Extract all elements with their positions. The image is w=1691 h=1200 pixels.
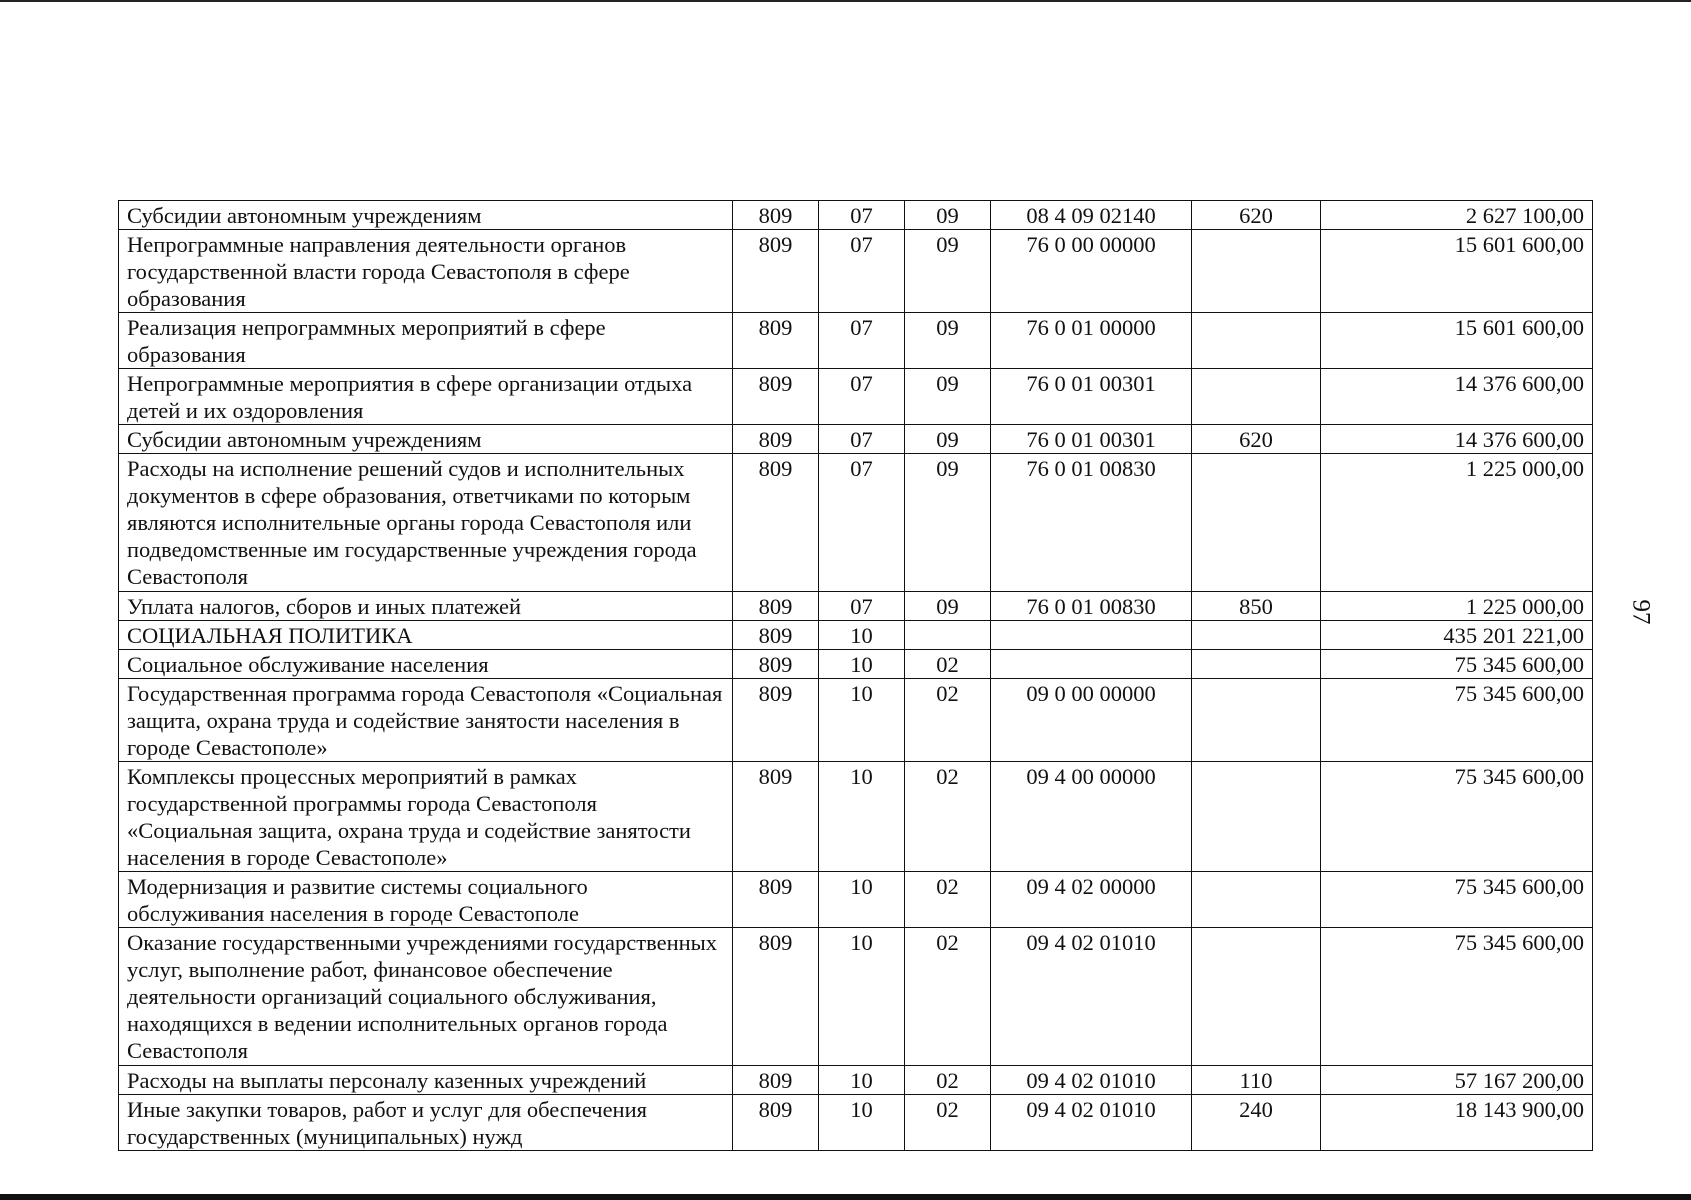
page-bottom-rule	[0, 1194, 1691, 1200]
page-number: 97	[1627, 599, 1655, 625]
table-row	[119, 454, 1593, 592]
ministry-code: 809	[733, 872, 819, 928]
subsection-code: 02	[905, 650, 991, 679]
subsection-code: 02	[905, 679, 991, 762]
subsection-code: 09	[905, 230, 991, 313]
section-code: 07	[819, 592, 905, 621]
table-row	[119, 230, 1593, 313]
amount: 1 225 000,00	[1321, 592, 1593, 621]
subsection-code: 09	[905, 592, 991, 621]
amount: 435 201 221,00	[1321, 621, 1593, 650]
section-code: 10	[819, 679, 905, 762]
table-row	[119, 872, 1593, 928]
section-code: 07	[819, 230, 905, 313]
target-article-code: 09 4 02 01010	[991, 1095, 1192, 1151]
expense-type-code	[1192, 762, 1321, 872]
section-code: 10	[819, 1095, 905, 1151]
expense-name: Непрограммные направления деятельности органов государственной власти города Севастополя в сфере образования	[119, 230, 733, 313]
amount: 75 345 600,00	[1321, 762, 1593, 872]
expense-type-code	[1192, 369, 1321, 425]
section-code: 10	[819, 650, 905, 679]
table-row	[119, 201, 1593, 230]
subsection-code: 02	[905, 762, 991, 872]
table-row	[119, 1066, 1593, 1095]
page-top-rule	[0, 0, 1691, 2]
amount: 15 601 600,00	[1321, 230, 1593, 313]
expense-type-code	[1192, 454, 1321, 592]
expense-name: Субсидии автономным учреждениям	[119, 425, 733, 454]
expense-type-code	[1192, 928, 1321, 1066]
section-code: 10	[819, 762, 905, 872]
target-article-code: 09 4 02 01010	[991, 928, 1192, 1066]
expense-name: Государственная программа города Севастополя «Социальная защита, охрана труда и содействие занятости населения в городе Севастополе»	[119, 679, 733, 762]
subsection-code: 09	[905, 313, 991, 369]
expense-name: Уплата налогов, сборов и иных платежей	[119, 592, 733, 621]
subsection-code: 09	[905, 369, 991, 425]
amount: 75 345 600,00	[1321, 650, 1593, 679]
ministry-code: 809	[733, 230, 819, 313]
amount: 1 225 000,00	[1321, 454, 1593, 592]
amount: 14 376 600,00	[1321, 425, 1593, 454]
target-article-code	[991, 621, 1192, 650]
section-code: 07	[819, 369, 905, 425]
ministry-code: 809	[733, 1066, 819, 1095]
amount: 15 601 600,00	[1321, 313, 1593, 369]
target-article-code: 76 0 01 00301	[991, 425, 1192, 454]
target-article-code: 09 4 00 00000	[991, 762, 1192, 872]
table-row	[119, 650, 1593, 679]
ministry-code: 809	[733, 369, 819, 425]
section-code: 07	[819, 425, 905, 454]
expense-type-code: 620	[1192, 201, 1321, 230]
expense-type-code: 240	[1192, 1095, 1321, 1151]
ministry-code: 809	[733, 592, 819, 621]
amount: 14 376 600,00	[1321, 369, 1593, 425]
expense-type-code: 620	[1192, 425, 1321, 454]
amount: 75 345 600,00	[1321, 872, 1593, 928]
target-article-code: 09 4 02 01010	[991, 1066, 1192, 1095]
ministry-code: 809	[733, 621, 819, 650]
expense-name: Комплексы процессных мероприятий в рамках государственной программы города Севастополя «Социальная защита, охрана труда и содействие занятости населения в городе Севастополе»	[119, 762, 733, 872]
expense-name: Субсидии автономным учреждениям	[119, 201, 733, 230]
expense-name: Модернизация и развитие системы социального обслуживания населения в городе Севастополе	[119, 872, 733, 928]
expense-type-code	[1192, 679, 1321, 762]
target-article-code: 76 0 00 00000	[991, 230, 1192, 313]
section-code: 10	[819, 928, 905, 1066]
expense-type-code	[1192, 872, 1321, 928]
amount: 75 345 600,00	[1321, 928, 1593, 1066]
ministry-code: 809	[733, 313, 819, 369]
subsection-code: 02	[905, 928, 991, 1066]
section-code: 10	[819, 1066, 905, 1095]
expense-name: СОЦИАЛЬНАЯ ПОЛИТИКА	[119, 621, 733, 650]
target-article-code: 76 0 01 00000	[991, 313, 1192, 369]
ministry-code: 809	[733, 928, 819, 1066]
ministry-code: 809	[733, 650, 819, 679]
expense-type-code	[1192, 230, 1321, 313]
target-article-code: 09 4 02 00000	[991, 872, 1192, 928]
target-article-code: 08 4 09 02140	[991, 201, 1192, 230]
expense-type-code	[1192, 621, 1321, 650]
amount: 18 143 900,00	[1321, 1095, 1593, 1151]
ministry-code: 809	[733, 1095, 819, 1151]
ministry-code: 809	[733, 425, 819, 454]
subsection-code: 09	[905, 454, 991, 592]
expense-type-code	[1192, 313, 1321, 369]
table-row	[119, 621, 1593, 650]
budget-table	[118, 200, 1593, 1151]
expense-name: Социальное обслуживание населения	[119, 650, 733, 679]
ministry-code: 809	[733, 454, 819, 592]
expense-name: Расходы на выплаты персоналу казенных учреждений	[119, 1066, 733, 1095]
table-row	[119, 762, 1593, 872]
ministry-code: 809	[733, 762, 819, 872]
expense-name: Непрограммные мероприятия в сфере организации отдыха детей и их оздоровления	[119, 369, 733, 425]
subsection-code: 09	[905, 201, 991, 230]
expense-name: Оказание государственными учреждениями государственных услуг, выполнение работ, финансовое обеспечение деятельности организаций социального обслуживания, находящихся в ведении исполнительных органов города Севастополя	[119, 928, 733, 1066]
target-article-code: 09 0 00 00000	[991, 679, 1192, 762]
section-code: 10	[819, 872, 905, 928]
section-code: 07	[819, 201, 905, 230]
subsection-code: 02	[905, 1066, 991, 1095]
subsection-code	[905, 621, 991, 650]
amount: 57 167 200,00	[1321, 1066, 1593, 1095]
section-code: 10	[819, 621, 905, 650]
subsection-code: 02	[905, 872, 991, 928]
target-article-code: 76 0 01 00830	[991, 592, 1192, 621]
ministry-code: 809	[733, 679, 819, 762]
amount: 2 627 100,00	[1321, 201, 1593, 230]
expense-name: Расходы на исполнение решений судов и исполнительных документов в сфере образования, ответчиками по которым являются исполнительные органы города Севастополя или подведомственные им государственные учреждения города Севастополя	[119, 454, 733, 592]
target-article-code: 76 0 01 00830	[991, 454, 1192, 592]
table-row	[119, 369, 1593, 425]
table-row	[119, 1095, 1593, 1151]
target-article-code	[991, 650, 1192, 679]
table-row	[119, 592, 1593, 621]
section-code: 07	[819, 313, 905, 369]
expense-name: Реализация непрограммных мероприятий в сфере образования	[119, 313, 733, 369]
ministry-code: 809	[733, 201, 819, 230]
section-code: 07	[819, 454, 905, 592]
target-article-code: 76 0 01 00301	[991, 369, 1192, 425]
expense-type-code: 110	[1192, 1066, 1321, 1095]
table-row	[119, 928, 1593, 1066]
table-row	[119, 313, 1593, 369]
subsection-code: 09	[905, 425, 991, 454]
expense-name: Иные закупки товаров, работ и услуг для обеспечения государственных (муниципальных) нужд	[119, 1095, 733, 1151]
subsection-code: 02	[905, 1095, 991, 1151]
expense-type-code: 850	[1192, 592, 1321, 621]
amount: 75 345 600,00	[1321, 679, 1593, 762]
expense-type-code	[1192, 650, 1321, 679]
table-row	[119, 425, 1593, 454]
table-row	[119, 679, 1593, 762]
